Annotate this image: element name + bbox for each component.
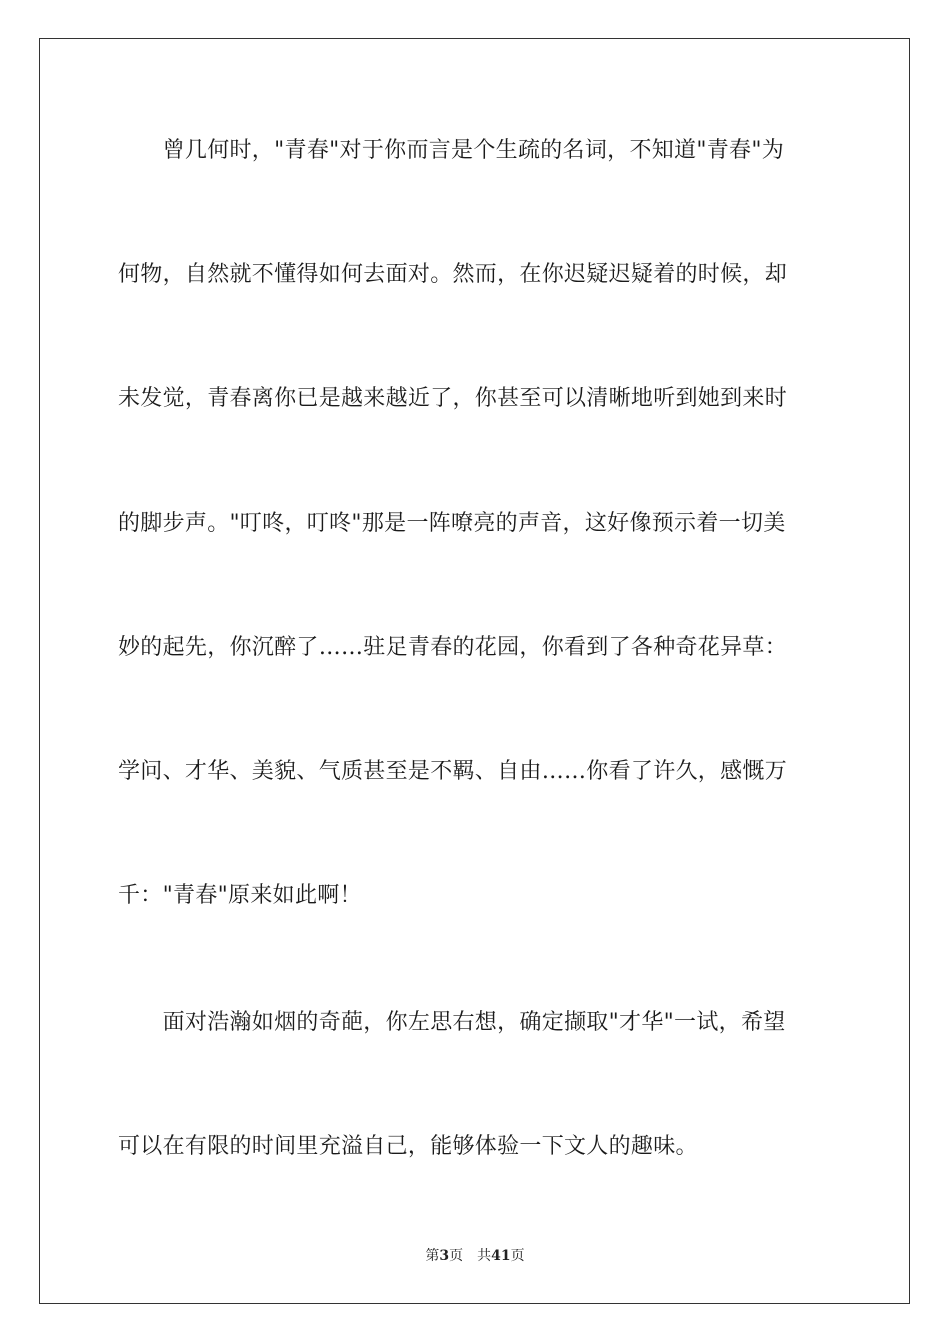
footer-page-suffix: 页: [449, 1248, 464, 1264]
paragraph-line-3: 未发觉，青春离你已是越来越近了，你甚至可以清晰地听到她到来时: [118, 386, 788, 411]
paragraph-line-9: 可以在有限的时间里充溢自己，能够体验一下文人的趣味。: [118, 1134, 698, 1159]
page-footer: [0, 1246, 950, 1266]
paragraph-line-6: 学问、才华、美貌、气质甚至是不羁、自由……你看了许久，感慨万: [118, 759, 788, 784]
page-border: [39, 38, 910, 1304]
footer-total-suffix: 页: [510, 1248, 525, 1264]
paragraph-line-4: 的脚步声。"叮咚，叮咚"那是一阵嘹亮的声音，这好像预示着一切美: [118, 511, 786, 536]
footer-total-pages: 41: [491, 1248, 511, 1264]
paragraph-line-5: 妙的起先，你沉醉了……驻足青春的花园，你看到了各种奇花异草：: [118, 635, 788, 660]
paragraph-line-7: 千："青春"原来如此啊！: [118, 883, 362, 908]
footer-page-prefix: 第: [425, 1248, 440, 1264]
paragraph-line-1: 曾几何时，"青春"对于你而言是个生疏的名词，不知道"青春"为: [118, 138, 785, 163]
paragraph-line-2: 何物，自然就不懂得如何去面对。然而，在你迟疑迟疑着的时候，却: [118, 262, 788, 287]
footer-page-number: 3: [439, 1248, 450, 1264]
paragraph-line-8: 面对浩瀚如烟的奇葩，你左思右想，确定撷取"才华"一试，希望: [118, 1010, 786, 1035]
footer-total-prefix: 共: [477, 1248, 492, 1264]
